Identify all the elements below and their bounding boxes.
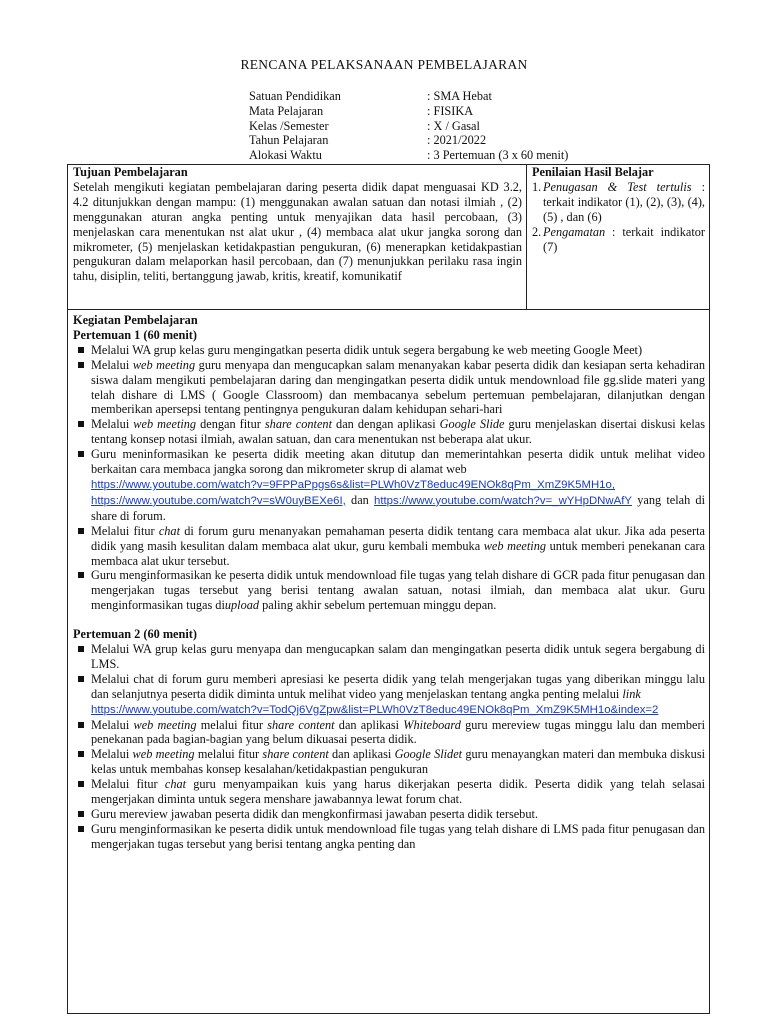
item-text: paling akhir sebelum pertemuan minggu depan.	[259, 598, 497, 613]
pertemuan-2-list	[73, 642, 705, 852]
item-text: yang telah di share di forum.	[91, 492, 706, 523]
item-italic: Google Slide	[439, 417, 505, 432]
item-text: guru menyampaikan kuis yang harus dikerjakan peserta didik. Peserta didik yang telah selasai mengerjakan diminta untuk segera menshare jawabannya lewat forum chat.	[91, 777, 705, 807]
item-text: guru menyapa dan mengucapkan salam menanyakan kabar peserta didik dan kesiapan serta kehadiran siswa dalam mengikuti pembelajaran daring dan mengingatkan peserta didik untuk mendownload file gg.slide materi yang telah dishare di LMS ( Google Classroom) dan membacanya sebelum pertemuan pembelajaran, dilanjutkan dengan memberikan apersepsi tentang pentingnya pengukuran dalam kehidupan sehari-hari	[91, 357, 705, 417]
list-item	[73, 417, 705, 447]
info-key: Alokasi Waktu	[249, 148, 322, 163]
list-item	[73, 777, 705, 807]
info-key: Satuan Pendidikan	[249, 89, 341, 103]
list-item	[73, 718, 705, 748]
video-link[interactable]: https://www.youtube.com/watch?v=_wYHpDNwAfY	[374, 494, 632, 507]
list-item	[73, 822, 705, 852]
info-key: Tahun Pelajaran	[249, 133, 329, 148]
item-text: untuk memberi penekanan cara membaca alat ukur tersebut.	[91, 538, 706, 568]
item-text: : terkait indikator (7)	[543, 224, 705, 254]
item-text: Guru meninformasikan ke peserta didik meeting akan ditutup dan memerintahkan peserta didik untuk melihat video berkaitan cara membaca jangka sorong dan mikrometer skrup di alamat web	[91, 447, 705, 477]
info-row-mapel	[249, 104, 568, 119]
list-item	[73, 672, 705, 718]
info-value: : 2021/2022	[427, 133, 487, 148]
tujuan-heading: Tujuan Pembelajaran	[73, 165, 188, 179]
penilaian-item	[532, 225, 705, 255]
info-value: : 3 Pertemuan (3 x 60 menit)	[427, 148, 569, 163]
rpp-table	[67, 164, 710, 1014]
item-italic: share content	[267, 717, 335, 732]
penilaian-heading: Penilaian Hasil Belajar	[532, 165, 654, 179]
item-text: di forum guru menanyakan pemahaman peserta didik tentang cara membaca alat ukur. Jika ada peserta didik yang masih kesulitan dalam membaca alat ukur, guru kembali membuka	[91, 523, 705, 553]
list-item	[73, 568, 705, 613]
video-link[interactable]: https://www.youtube.com/watch?v=9FPPaPpgs6s&list=PLWh0VzT8educ49ENOk8qPm_XmZ9K5MH1o,	[91, 478, 616, 491]
document-title: RENCANA PELAKSANAAN PEMBELAJARAN	[240, 57, 528, 72]
item-text: Melalui chat di forum guru memberi apresiasi ke peserta didik yang telah mengerjakan tugas yang diberikan minggu lalu dan selanjutnya peserta didik diminta untuk melihat video yang menjelaskan tentang angka penting melalui	[91, 671, 705, 701]
info-row-alokasi	[249, 148, 568, 163]
list-item	[73, 447, 705, 524]
penilaian-item	[532, 180, 705, 225]
item-italic: Penugasan & Test tertulis	[543, 179, 692, 194]
penilaian-cell	[527, 165, 710, 310]
item-italic: chat	[158, 523, 180, 538]
pertemuan-2-title: Pertemuan 2 (60 menit)	[73, 627, 197, 642]
item-text: dan aplikasi	[328, 747, 395, 762]
item-italic: Whiteboard	[403, 717, 461, 732]
item-text: dan aplikasi	[334, 717, 404, 732]
list-item	[73, 807, 705, 822]
info-value: : SMA Hebat	[427, 89, 492, 103]
kegiatan-heading: Kegiatan Pembelajaran	[73, 313, 198, 327]
item-text: Melalui fitur	[91, 777, 165, 792]
info-key: Mata Pelajaran	[249, 103, 324, 118]
item-text: Guru menginformasikan ke peserta didik untuk mendownload file tugas yang telah dishare di LMS pada fitur penugasan dan mengerjakan tugas tersebut yang berisi tentang angka penting dan	[91, 821, 705, 851]
item-text: melalui fitur	[194, 747, 263, 762]
list-item	[73, 343, 705, 358]
item-number: 1.	[532, 179, 542, 194]
info-row-tahun	[249, 133, 568, 148]
item-text: : terkait indikator (1), (2), (3), (4), (5) , dan (6)	[543, 179, 705, 224]
list-item	[73, 642, 705, 672]
item-text: Melalui	[91, 417, 134, 432]
item-italic: upload	[224, 598, 260, 613]
item-number: 2.	[532, 224, 542, 239]
list-item	[73, 524, 705, 569]
item-text: melalui fitur	[196, 717, 268, 732]
item-text: Melalui	[91, 717, 134, 732]
item-text: Melalui WA grup kelas guru mengingatkan peserta didik untuk segera bergabung ke web meeting Google Meet)	[91, 342, 643, 357]
list-item	[73, 747, 705, 777]
item-text: Melalui fitur	[91, 523, 159, 538]
item-text: guru menjelaskan disertai diskusi kelas tentang konsep notasi ilmiah, awalan satuan, dan cara menentukan nst beberapa alat ukur.	[91, 417, 706, 447]
penilaian-list	[532, 180, 705, 255]
item-italic: share content	[264, 417, 332, 432]
pertemuan-1-list	[73, 343, 705, 613]
info-value: : X / Gasal	[427, 118, 480, 133]
info-row-satuan	[249, 89, 568, 104]
item-italic: chat	[164, 777, 187, 792]
item-text: Guru menginformasikan ke peserta didik untuk mendownload file tugas yang telah dishare di GCR pada fitur penugasan dan mengerjakan tugas tersebut yang berisi tentang awalan satuan, notasi ilmiah, dan membaca alat ukur. Guru menginformasikan tugas di	[91, 568, 705, 613]
video-link[interactable]: https://www.youtube.com/watch?v=TodQj6VgZpw&list=PLWh0VzT8educ49ENOk8qPm_XmZ9K5MH1o&index=2	[91, 703, 659, 716]
pertemuan-1-title: Pertemuan 1 (60 menit)	[73, 327, 197, 342]
item-italic: web meeting	[133, 417, 197, 432]
item-italic: link	[622, 686, 641, 701]
item-text: dan dengan aplikasi	[332, 417, 440, 432]
item-italic: Google Slidet	[394, 747, 463, 762]
tujuan-text: Setelah mengikuti kegiatan pembelajaran daring peserta didik dapat menguasai KD 3.2, 4.2 ditunjukkan dengan mampu: (1) menggunakan awalan satuan dan notasi ilmiah , (2) menggunakan aturan angka penting untuk menyajikan data hasil percobaan, (3) menjelaskan cara menentukan nst alat ukur , (4) membaca alat ukur jangka sorong dan mikrometer, (5) menjelaskan ketidakpastian pengukuran, (6) menerapkan ketidakpastian pengukuran dalam melaporkan hasil percobaan, dan (7) menunjukkan perilaku rasa ingin tahu, disiplin, teliti, bertanggung jawab, kritis, kreatif, komunikatif	[73, 179, 522, 284]
item-italic: web meeting	[132, 747, 195, 762]
item-text: Melalui	[91, 747, 133, 762]
item-italic: share content	[262, 747, 329, 762]
video-link[interactable]: https://www.youtube.com/watch?v=sW0uyBEXe6I,	[91, 494, 346, 507]
item-text: Melalui WA grup kelas guru menyapa dan mengucapkan salam dan mengingatkan peserta didik untuk segera bergabung di LMS.	[91, 642, 705, 671]
info-value: : FISIKA	[427, 103, 474, 118]
item-italic: Pengamatan	[543, 224, 606, 239]
item-text: Guru mereview jawaban peserta didik dan mengkonfirmasi jawaban peserta didik tersebut.	[91, 807, 538, 821]
item-italic: web meeting	[132, 357, 196, 372]
identity-block	[249, 89, 568, 163]
item-italic: web meeting	[133, 717, 197, 732]
item-text: dan	[345, 492, 375, 507]
kegiatan-cell	[68, 310, 710, 1014]
item-text: Melalui	[91, 357, 133, 372]
info-row-kelas	[249, 119, 568, 134]
item-text: dengan fitur	[196, 417, 265, 432]
list-item	[73, 358, 705, 418]
info-key: Kelas /Semester	[249, 118, 329, 133]
item-text: guru mereview tugas minggu lalu dan memberi penekanan pada bagian-bagian yang belum dikuasai peserta didik.	[91, 717, 706, 747]
item-text: guru menayangkan materi dan membuka diskusi kelas untuk membahas konsep kesalahan/ketidakpastian pengukuran	[91, 747, 706, 777]
item-italic: web meeting	[483, 538, 547, 553]
tujuan-cell	[68, 165, 527, 310]
